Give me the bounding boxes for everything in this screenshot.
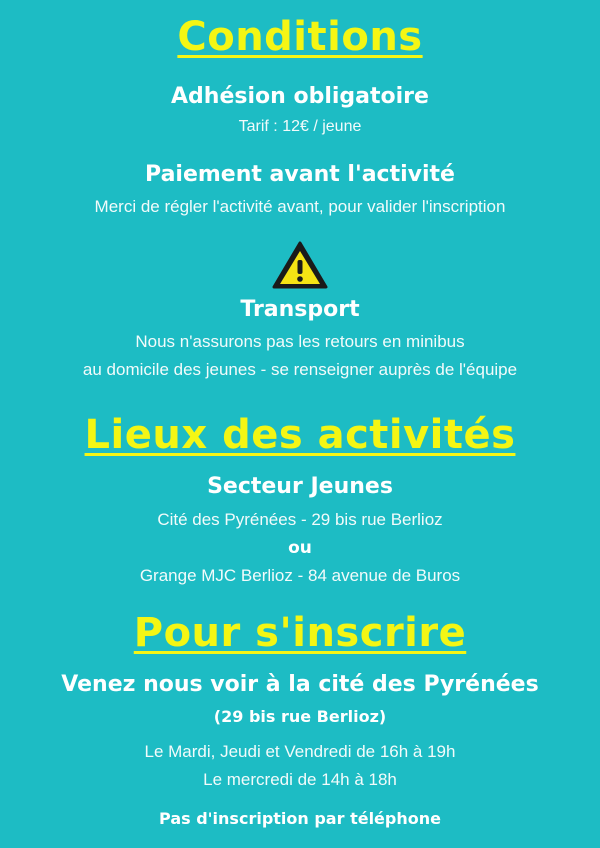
transport-line2: au domicile des jeunes - se renseigner auprès de l'équipe xyxy=(82,360,518,379)
secteur-title: Secteur Jeunes xyxy=(207,474,393,499)
lieu-1: Cité des Pyrénées - 29 bis rue Berlioz xyxy=(157,510,443,529)
adhesion-title: Adhésion obligatoire xyxy=(171,84,429,109)
paiement-title: Paiement avant l'activité xyxy=(145,162,455,187)
transport-line1: Nous n'assurons pas les retours en minibus xyxy=(135,332,465,351)
inscription-note: Pas d'inscription par téléphone xyxy=(159,809,441,828)
lieux-title: Lieux des activités xyxy=(84,412,516,458)
inscription-title: Pour s'inscrire xyxy=(133,610,467,656)
inscription-subtitle: Venez nous voir à la cité des Pyrénées xyxy=(61,672,539,697)
lieu-2: Grange MJC Berlioz - 84 avenue de Buros xyxy=(139,566,461,585)
adhesion-text: Tarif : 12€ / jeune xyxy=(238,118,362,135)
inscription-address: (29 bis rue Berlioz) xyxy=(213,707,387,726)
lieu-separator: ou xyxy=(288,538,312,558)
transport-title: Transport xyxy=(240,297,360,322)
paiement-text: Merci de régler l'activité avant, pour valider l'inscription xyxy=(94,197,506,216)
horaires-line2: Le mercredi de 14h à 18h xyxy=(203,770,397,789)
conditions-title: Conditions xyxy=(177,14,423,60)
horaires-line1: Le Mardi, Jeudi et Vendredi de 16h à 19h xyxy=(144,742,456,761)
warning-icon xyxy=(271,240,329,290)
